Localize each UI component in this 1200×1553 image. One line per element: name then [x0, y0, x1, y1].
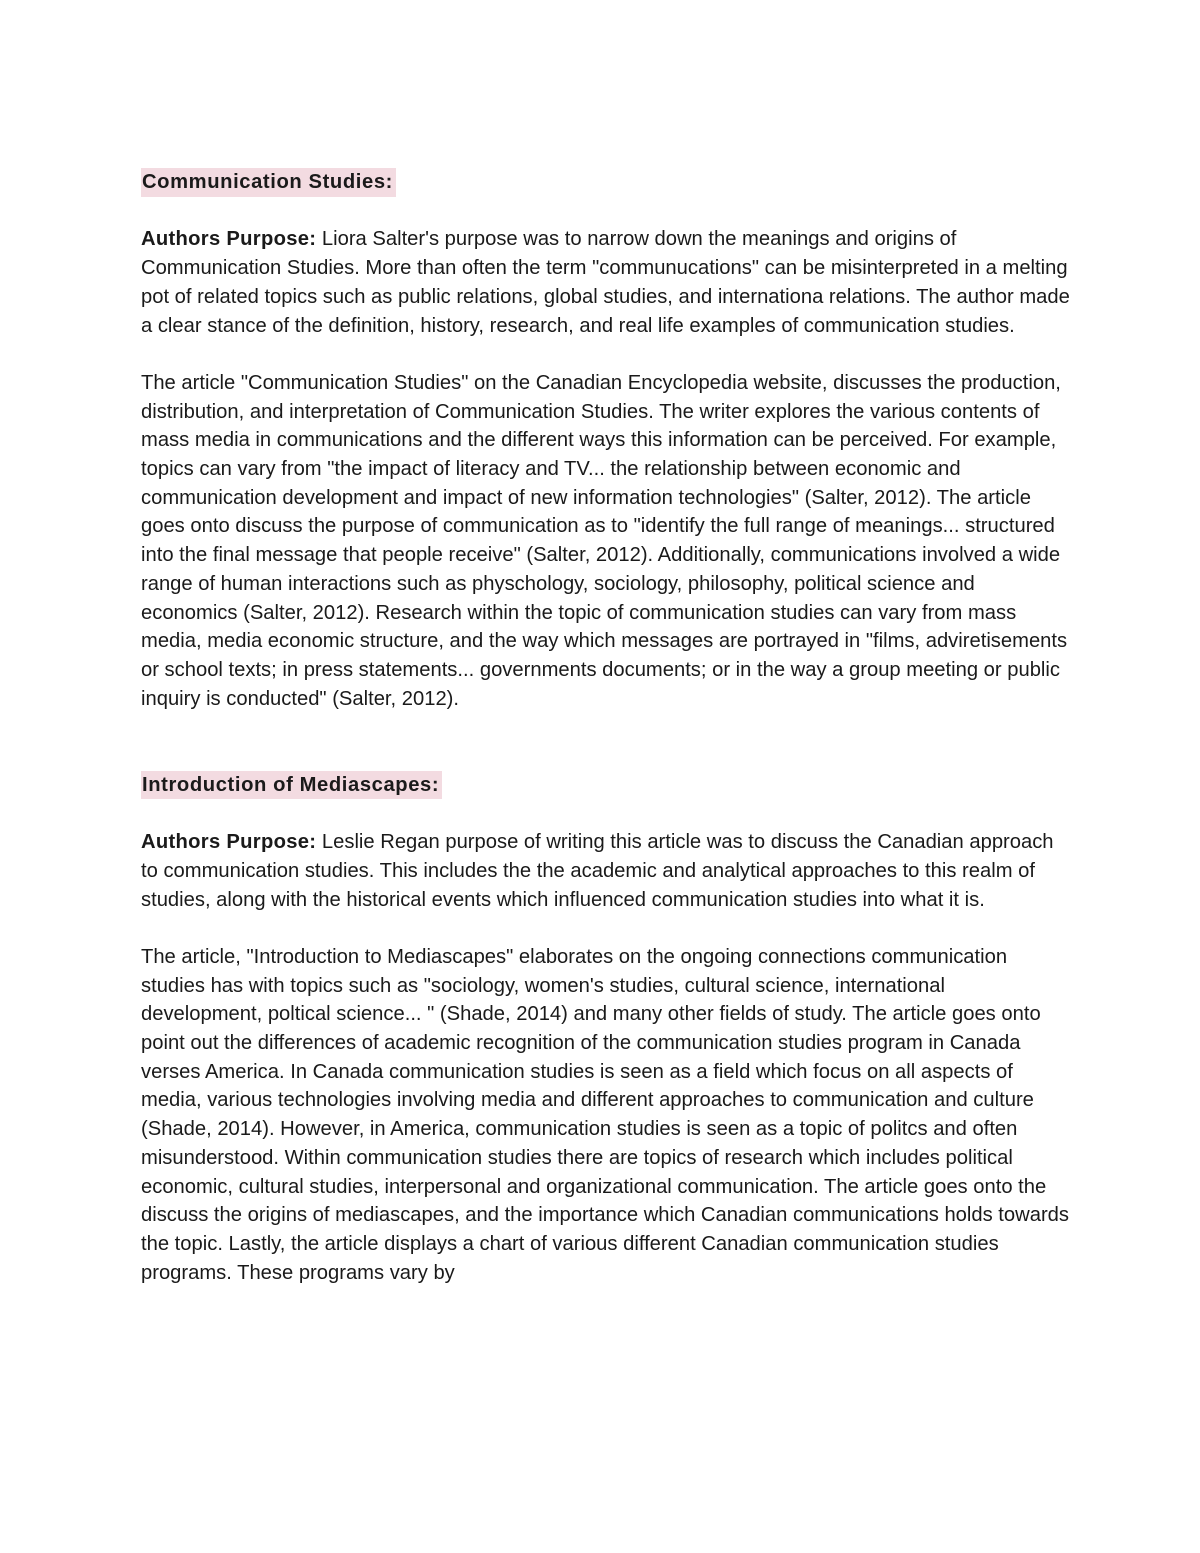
section-introduction-of-mediascapes — [141, 771, 1071, 1288]
document-page — [141, 168, 1071, 1287]
section-heading: Introduction of Mediascapes: — [141, 771, 442, 800]
authors-purpose-paragraph — [141, 225, 1071, 340]
authors-purpose-text: Leslie Regan purpose of writing this article was to discuss the Canadian approach to communication studies. This includes the the academic and analytical approaches to this realm of studies, along with the historical events which influenced communication studies into what it is. — [141, 831, 1054, 911]
section-heading: Communication Studies: — [141, 168, 396, 197]
section-communication-studies — [141, 168, 1071, 713]
summary-paragraph: The article "Communication Studies" on the Canadian Encyclopedia website, discusses the production, distribution, and interpretation of Communication Studies. The writer explores the various contents of mass media in communications and the different ways this information can be perceived. For example, topics can vary from "the impact of literacy and TV... the relationship between economic and communication development and impact of new information technologies" (Salter, 2012). The article goes onto discuss the purpose of communication as to "identify the full range of meanings... structured into the final message that people receive" (Salter, 2012). Additionally, communications involved a wide range of human interactions such as physchology, sociology, philosophy, political science and economics (Salter, 2012). Research within the topic of communication studies can vary from mass media, media economic structure, and the way which messages are portrayed in "films, adviretisements or school texts; in press statements... governments documents; or in the way a group meeting or public inquiry is conducted" (Salter, 2012). — [141, 371, 1068, 710]
authors-purpose-label: Authors Purpose: — [141, 228, 317, 251]
authors-purpose-paragraph — [141, 828, 1071, 914]
summary-paragraph: The article, "Introduction to Mediascapes" elaborates on the ongoing connections communication studies has with topics such as "sociology, women's studies, cultural science, international development, poltical science... " (Shade, 2014) and many other fields of study. The article goes onto point out the differences of academic recognition of the communication studies program in Canada verses America. In Canada communication studies is seen as a field which focus on all aspects of media, various technologies involving media and different approaches to communication and culture (Shade, 2014). However, in America, communication studies is seen as a topic of politcs and often misunderstood. Within communication studies there are topics of research which includes political economic, cultural studies, interpersonal and organizational communication. The article goes onto the discuss the origins of mediascapes, and the importance which Canadian communications holds towards the topic. Lastly, the article displays a chart of various different Canadian communication studies programs. These programs vary by — [141, 945, 1069, 1284]
authors-purpose-label: Authors Purpose: — [141, 831, 317, 854]
authors-purpose-text: Liora Salter's purpose was to narrow down the meanings and origins of Communication Studies. More than often the term "communucations" can be misinterpreted in a melting pot of related topics such as public relations, global studies, and internationa relations. The author made a clear stance of the definition, history, research, and real life examples of communication studies. — [141, 228, 1070, 337]
